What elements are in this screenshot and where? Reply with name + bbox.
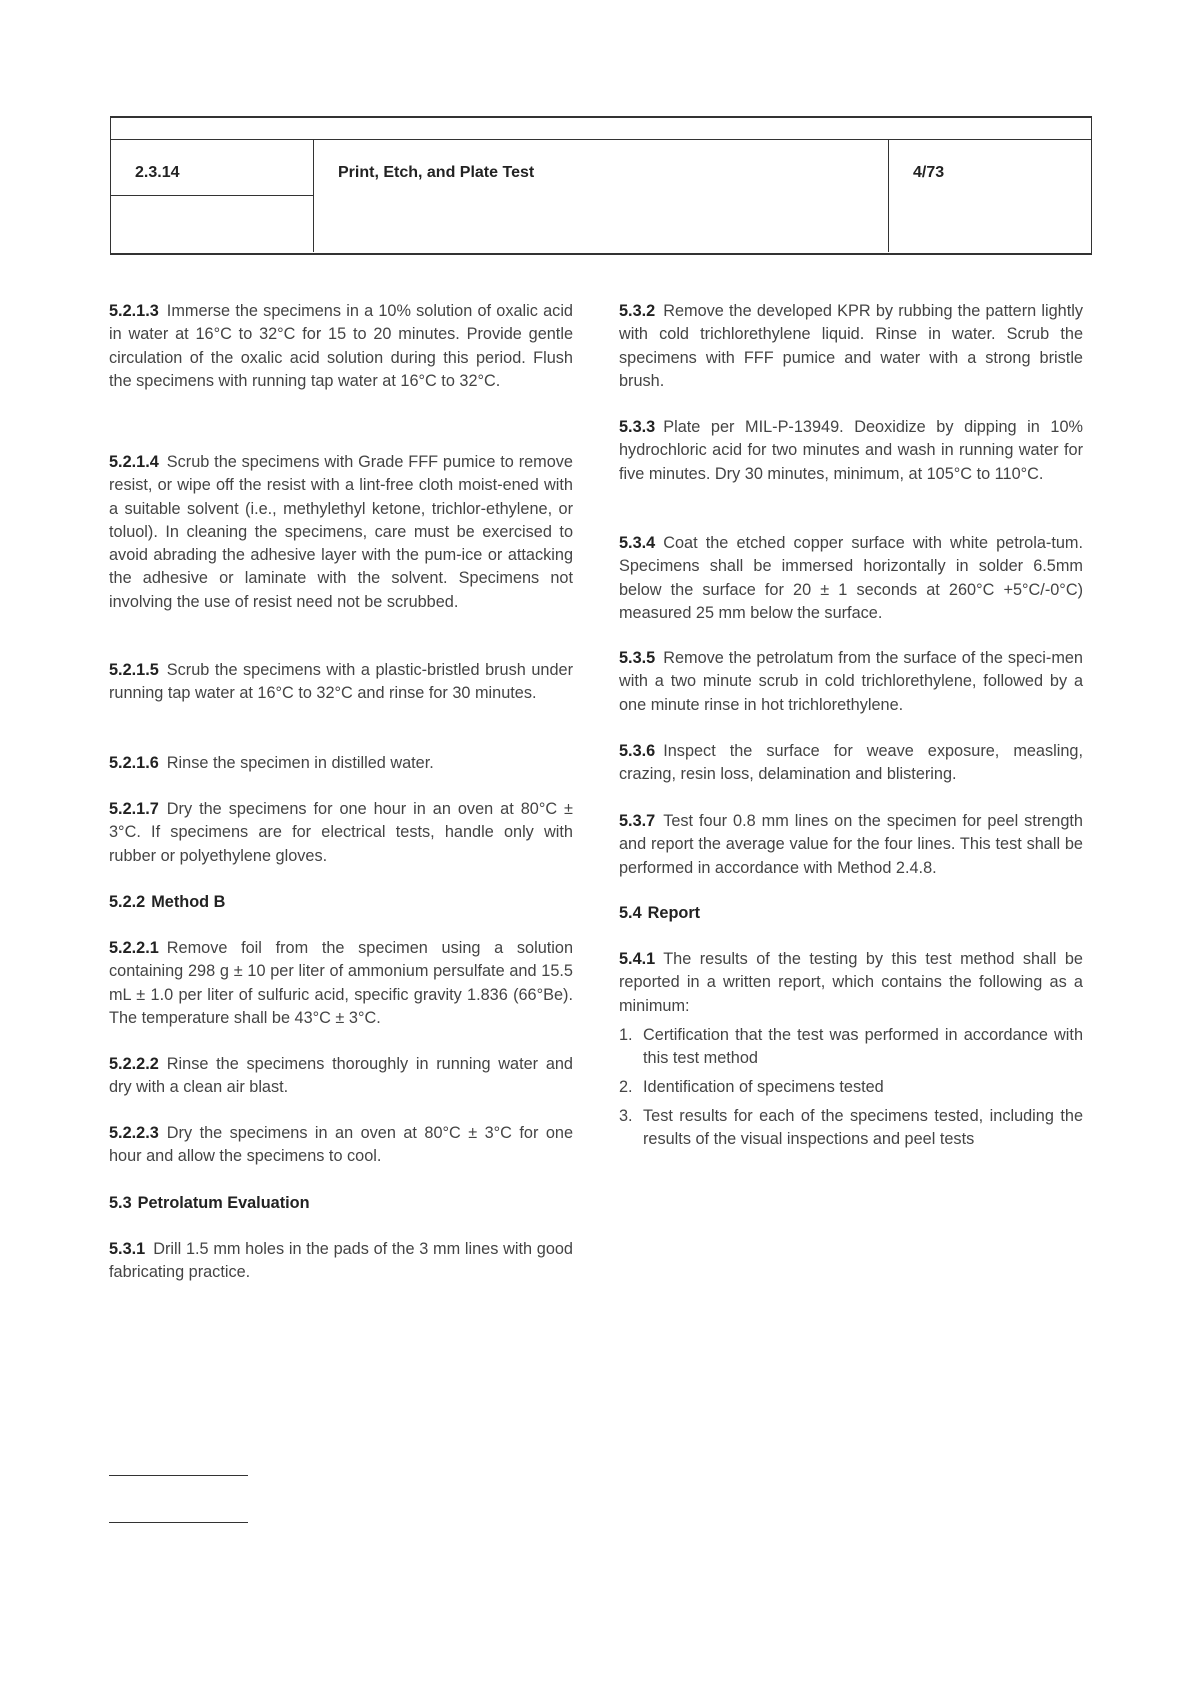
paragraph-5-2-2-2 (109, 1053, 573, 1100)
heading-title: Petrolatum Evaluation (137, 1194, 310, 1212)
footnote-rule-2 (109, 1522, 248, 1523)
section-label: 5.3.3 (619, 418, 656, 436)
heading-number: 5.2.2 (109, 893, 146, 911)
section-label: 5.2.2.3 (109, 1124, 159, 1142)
report-list-item-2 (619, 1076, 1083, 1099)
section-text: Scrub the specimens with a plastic-bristled brush under running tap water at 16°C to 32°C and rinse for 30 minutes. (109, 661, 573, 703)
paragraph-5-4-1 (619, 948, 1083, 1018)
list-text: Certification that the test was performed in accordance with this test method (643, 1026, 1083, 1068)
section-label: 5.2.1.5 (109, 661, 159, 679)
section-text: Rinse the specimen in distilled water. (166, 754, 434, 772)
paragraph-5-3-6 (619, 740, 1083, 787)
section-label: 5.3.5 (619, 649, 656, 667)
section-text: The results of the testing by this test method shall be reported in a written report, which contains the following as a minimum: (619, 950, 1083, 1015)
section-text: Plate per MIL-P-13949. Deoxidize by dipping in 10% hydrochloric acid for two minutes and wash in running water for five minutes. Dry 30 minutes, minimum, at 105°C to 110°C. (619, 418, 1083, 483)
page-title: Print, Etch, and Plate Test (338, 164, 535, 181)
heading-petrolatum-evaluation (109, 1192, 310, 1215)
paragraph-5-2-1-3 (109, 300, 573, 393)
section-label: 5.2.2.1 (109, 939, 159, 957)
header-col-divider-2 (888, 139, 889, 252)
section-text: Scrub the specimens with Grade FFF pumice to remove resist, or wipe off the resist with a lint-free cloth moist-ened with a suitable solvent (i.e., methylethyl ketone, trichlor-ethylene, or toluol). In cleaning the specimens, care must be exercised to avoid abrading the adhesive layer with the pum-ice or attacking the adhesive or laminate with the solvent. Specimens not involving the use of resist need not be scrubbed. (109, 453, 573, 611)
list-text: Test results for each of the specimens tested, including the results of the visual inspections and peel tests (643, 1107, 1083, 1149)
section-label: 5.2.1.7 (109, 800, 159, 818)
section-text: Test four 0.8 mm lines on the specimen for peel strength and report the average value for the four lines. This test shall be performed in accordance with Method 2.4.8. (619, 812, 1083, 877)
section-label: 5.2.2.2 (109, 1055, 159, 1073)
heading-number: 5.4 (619, 904, 642, 922)
section-text: Coat the etched copper surface with white petrola-tum. Specimens shall be immersed horizontally in solder 6.5mm below the surface for 20 ± 1 seconds at 260°C +5°C/-0°C) measured 25 mm below the surface. (619, 534, 1083, 622)
paragraph-5-3-2 (619, 300, 1083, 393)
section-text: Dry the specimens in an oven at 80°C ± 3°C for one hour and allow the specimens to cool. (109, 1124, 573, 1166)
section-label: 5.2.1.6 (109, 754, 159, 772)
section-label: 5.3.1 (109, 1240, 146, 1258)
section-label: 5.3.6 (619, 742, 656, 760)
paragraph-5-2-2-3 (109, 1122, 573, 1169)
list-text: Identification of specimens tested (643, 1078, 884, 1096)
section-text: Remove foil from the specimen using a solution containing 298 g ± 10 per liter of ammonium persulfate and 15.5 mL ± 1.0 per liter of sulfuric acid, specific gravity 1.836 (66°Be). The temperature shall be 43°C ± 3°C. (109, 939, 573, 1027)
section-text: Immerse the specimens in a 10% solution of oxalic acid in water at 16°C to 32°C for 15 to 20 minutes. Provide gentle circulation of the oxalic acid solution during this period. Flush the specimens with running tap water at 16°C to 32°C. (109, 302, 573, 390)
paragraph-5-2-2-1 (109, 937, 573, 1030)
section-label: 5.3.2 (619, 302, 656, 320)
paragraph-5-3-5 (619, 647, 1083, 717)
header-top-rule (110, 139, 1092, 140)
report-list-item-3 (619, 1105, 1083, 1152)
heading-number: 5.3 (109, 1194, 132, 1212)
paragraph-5-2-1-4 (109, 451, 573, 614)
paragraph-5-3-3 (619, 416, 1083, 486)
list-number: 3. (619, 1107, 633, 1125)
list-number: 2. (619, 1078, 633, 1096)
header-split-rule (110, 195, 313, 196)
method-number: 2.3.14 (135, 164, 180, 181)
section-text: Dry the specimens for one hour in an oven at 80°C ± 3°C. If specimens are for electrical tests, handle only with rubber or polyethylene gloves. (109, 800, 573, 865)
section-label: 5.2.1.3 (109, 302, 159, 320)
section-label: 5.3.4 (619, 534, 656, 552)
section-text: Drill 1.5 mm holes in the pads of the 3 mm lines with good fabricating practice. (109, 1240, 573, 1282)
section-label: 5.3.7 (619, 812, 656, 830)
report-list-item-1 (619, 1024, 1083, 1071)
paragraph-5-3-1 (109, 1238, 573, 1285)
header-col-divider-1 (313, 139, 314, 252)
section-text: Remove the developed KPR by rubbing the pattern lightly with cold trichlorethylene liquid. Rinse in water. Scrub the specimens with FFF pumice and water with a strong bristle brush. (619, 302, 1083, 390)
section-text: Rinse the specimens thoroughly in running water and dry with a clean air blast. (109, 1055, 573, 1097)
paragraph-5-2-1-6 (109, 752, 573, 775)
heading-report (619, 902, 700, 925)
footnote-rule-1 (109, 1475, 248, 1476)
section-text: Remove the petrolatum from the surface of the speci-men with a two minute scrub in cold trichlorethylene, followed by a one minute rinse in hot trichlorethylene. (619, 649, 1083, 714)
heading-title: Report (647, 904, 701, 922)
page-number: 4/73 (913, 164, 945, 181)
heading-title: Method B (151, 893, 226, 911)
section-text: Inspect the surface for weave exposure, measling, crazing, resin loss, delamination and blistering. (619, 742, 1083, 784)
paragraph-5-3-4 (619, 532, 1083, 625)
paragraph-5-2-1-5 (109, 659, 573, 706)
heading-method-b (109, 891, 225, 914)
header-outer-border (110, 116, 1092, 255)
section-label: 5.4.1 (619, 950, 656, 968)
section-label: 5.2.1.4 (109, 453, 159, 471)
paragraph-5-2-1-7 (109, 798, 573, 868)
list-number: 1. (619, 1026, 633, 1044)
paragraph-5-3-7 (619, 810, 1083, 880)
